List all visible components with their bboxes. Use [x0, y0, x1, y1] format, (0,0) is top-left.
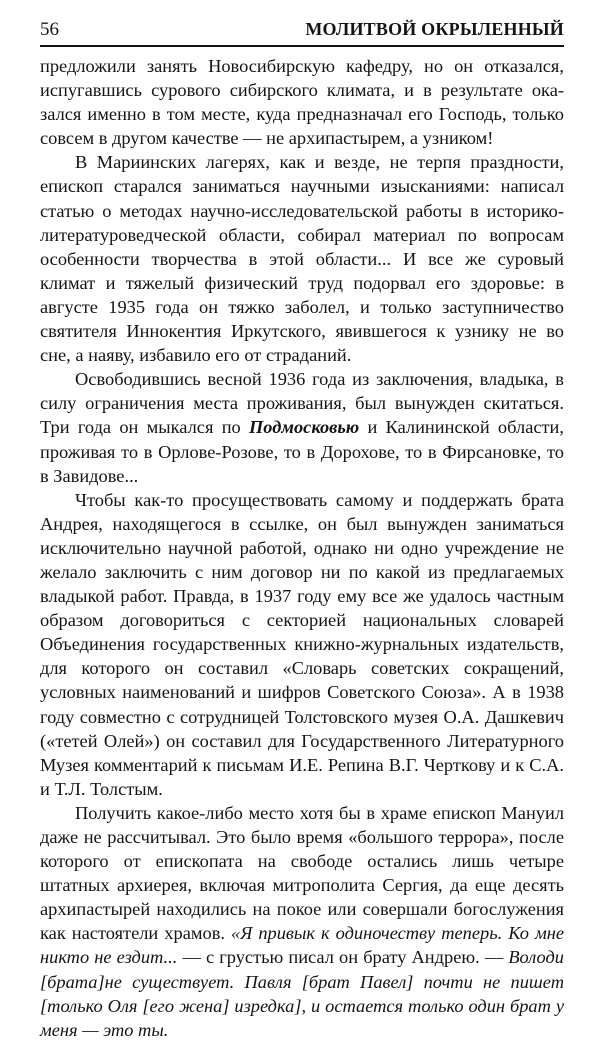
running-title: МОЛИТВОЙ ОКРЫЛЕННЫЙ [305, 19, 564, 39]
page-number: 56 [40, 19, 59, 40]
paragraph-text: Освободившись весной 1936 года из заключения, владыка, в силу ограничения места проживания, был вынужден скитаться. Три года он мыкался по [40, 369, 564, 438]
paragraph-great-terror [40, 801, 564, 1042]
letter-quote: «Я привык к одиночеству теперь. Ко мне никто не ездит... [40, 923, 564, 968]
paragraph-mariinsk-camps: В Мариинских лагерях, как и везде, не терпя праздности, епископ старался заниматься научными изысканиями: написал статью о методах научно-исследовательской работы в историко-литературоведческой области, собирал материал по вопросам особенности творчества в этой области... И все же суровый климат и тяжелый физический труд подорвал его здоровье: в августе 1935 года он тяжко заболел, и только заступничество святителя Иннокентия Иркутского, явившегося к узнику не во сне, а наяву, избавило его от страданий. [40, 152, 564, 366]
page-body [40, 54, 564, 1042]
paragraph-text: и Калининской области, проживая то в Орлове-Розове, то в Дорохове, то в Фирсановке, то в Завидове... [40, 417, 564, 486]
paragraph-text: Получить какое-либо место хотя бы в храме епископ Мануил даже не рассчитывал. Это было время «большого террора», после которого от епископата на свободе остались лишь четыре штатных архиерея, включая митрополита Сергия, да еще десять архипастырей находились на покое или совершали богослужения как настоятели храмов. [40, 802, 564, 944]
letter-quote: Володи [брата]не существует. Павля [брат Павел] почти не пишет [только Оля [его жена] изредка], и остается только один брат у меня — это ты. [40, 947, 564, 1040]
paragraph-continuation: предложили занять Новосибирскую кафедру, но он отказался, испугавшись сурового сибирского климата, и в результате оказался именно в том месте, куда предназначал его Господь, только совсем в другом качестве — не архипастырем, а узником! [40, 56, 564, 149]
page-header [40, 15, 564, 47]
emphasized-text: Подмосковью [249, 417, 360, 438]
paragraph-text: — с грустью писал он брату Андрею. — [177, 947, 509, 968]
paragraph-scholarly-work: Чтобы как-то просуществовать самому и поддержать брата Андрея, находящегося в ссылке, он был вынужден заниматься исключительно научной работой, однако ни одно учреждение не желало заключить с ним договор ни по какой из предлагаемых владыкой работ. Правда, в 1937 году ему все же удалось частным образом договориться с секторией национальных словарей Объединения государственных книжно-журнальных издательств, для которого он составил «Словарь советских сокращений, условных наименований и шифров Советского Союза». А в 1938 году совместно с сотрудницей Толстовского музея О.А. Дашкевич («тетей Олей») он составил для Государственного Литературного Музея комментарий к письмам И.Е. Репина В.Г. Черткову и к С.А. и Т.Л. Толстым. [40, 489, 564, 799]
paragraph-release-1936 [40, 367, 564, 487]
